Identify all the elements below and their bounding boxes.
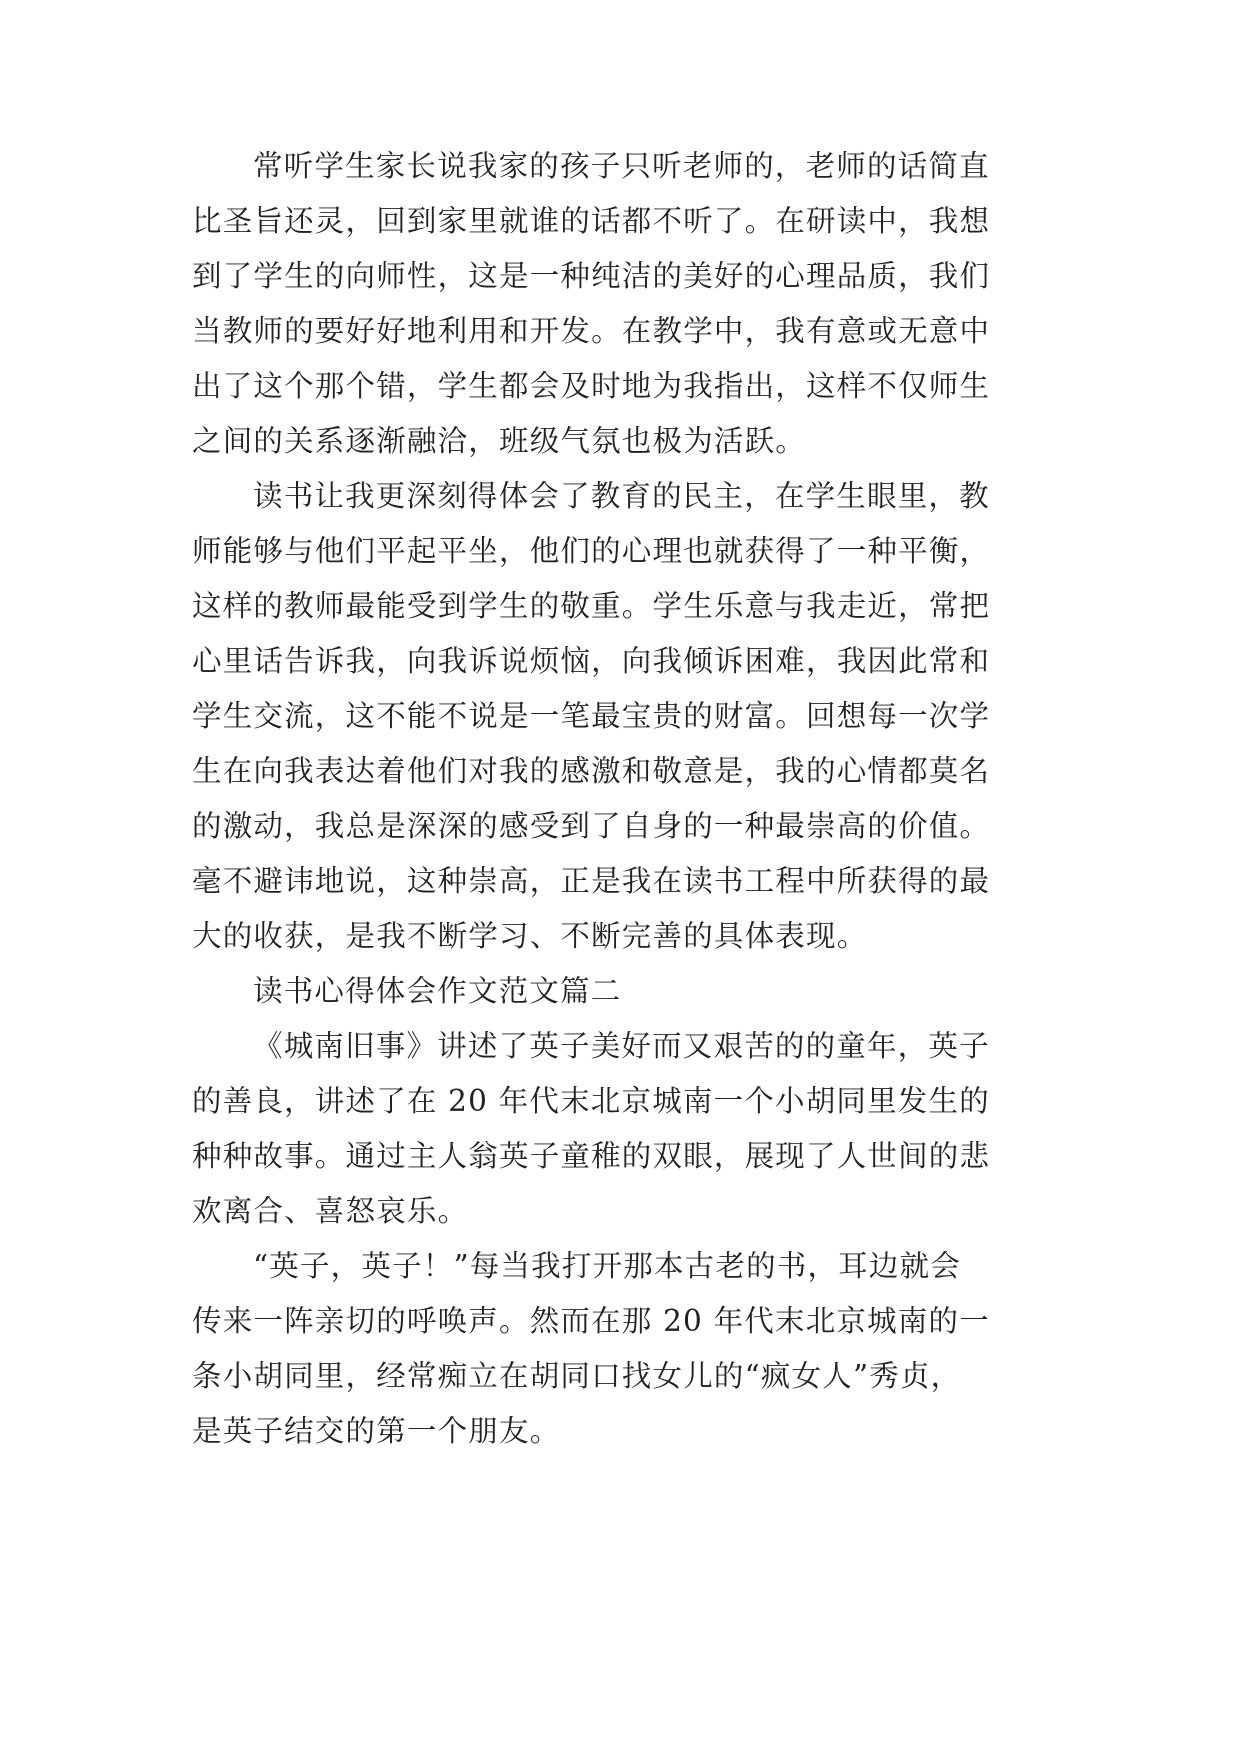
paragraph-2-line-2: 师能够与他们平起平坐，他们的心理也就获得了一种平衡，	[192, 534, 991, 568]
section-heading: 读书心得体会作文范文篇二	[253, 974, 622, 1008]
paragraph-4-line-4: 是英子结交的第一个朋友。	[192, 1414, 561, 1448]
paragraph-1-line-3: 到了学生的向师性，这是一种纯洁的美好的心理品质，我们	[192, 259, 991, 293]
paragraph-3-line-3: 种种故事。通过主人翁英子童稚的双眼，展现了人世间的悲	[192, 1139, 991, 1173]
paragraph-1-line-6: 之间的关系逐渐融洽，班级气氛也极为活跃。	[192, 424, 807, 458]
paragraph-4-line-2: 传来一阵亲切的呼唤声。然而在那 20 年代末北京城南的一	[192, 1304, 990, 1338]
paragraph-2-line-4: 心里话告诉我，向我诉说烦恼，向我倾诉困难，我因此常和	[192, 644, 991, 678]
paragraph-2-line-9: 大的收获，是我不断学习、不断完善的具体表现。	[192, 919, 868, 953]
paragraph-1-line-1: 常听学生家长说我家的孩子只听老师的，老师的话简直	[253, 149, 990, 183]
paragraph-2-line-3: 这样的教师最能受到学生的敬重。学生乐意与我走近，常把	[192, 589, 991, 623]
paragraph-1-line-5: 出了这个那个错，学生都会及时地为我指出，这样不仅师生	[192, 369, 991, 403]
paragraph-3-line-4: 欢离合、喜怒哀乐。	[192, 1194, 469, 1228]
paragraph-2-line-1: 读书让我更深刻得体会了教育的民主，在学生眼里，教	[253, 479, 990, 513]
paragraph-2-line-5: 学生交流，这不能不说是一笔最宝贵的财富。回想每一次学	[192, 699, 991, 733]
paragraph-3-line-1: 《城南旧事》讲述了英子美好而又艰苦的的童年，英子	[253, 1029, 990, 1063]
paragraph-2-line-8: 毫不避讳地说，这种崇高，正是我在读书工程中所获得的最	[192, 864, 991, 898]
paragraph-4-line-3: 条小胡同里，经常痴立在胡同口找女儿的“疯女人”秀贞，	[192, 1359, 962, 1393]
paragraph-1-line-4: 当教师的要好好地利用和开发。在教学中，我有意或无意中	[192, 314, 991, 348]
paragraph-1-line-2: 比圣旨还灵，回到家里就谁的话都不听了。在研读中，我想	[192, 204, 991, 238]
paragraph-2-line-6: 生在向我表达着他们对我的感激和敬意是，我的心情都莫名	[192, 754, 991, 788]
paragraph-2-line-7: 的激动，我总是深深的感受到了自身的一种最崇高的价值。	[192, 809, 991, 843]
paragraph-3-line-2: 的善良，讲述了在 20 年代末北京城南一个小胡同里发生的	[192, 1084, 990, 1118]
paragraph-4-line-1: “英子，英子！”每当我打开那本古老的书，耳边就会	[253, 1249, 961, 1283]
